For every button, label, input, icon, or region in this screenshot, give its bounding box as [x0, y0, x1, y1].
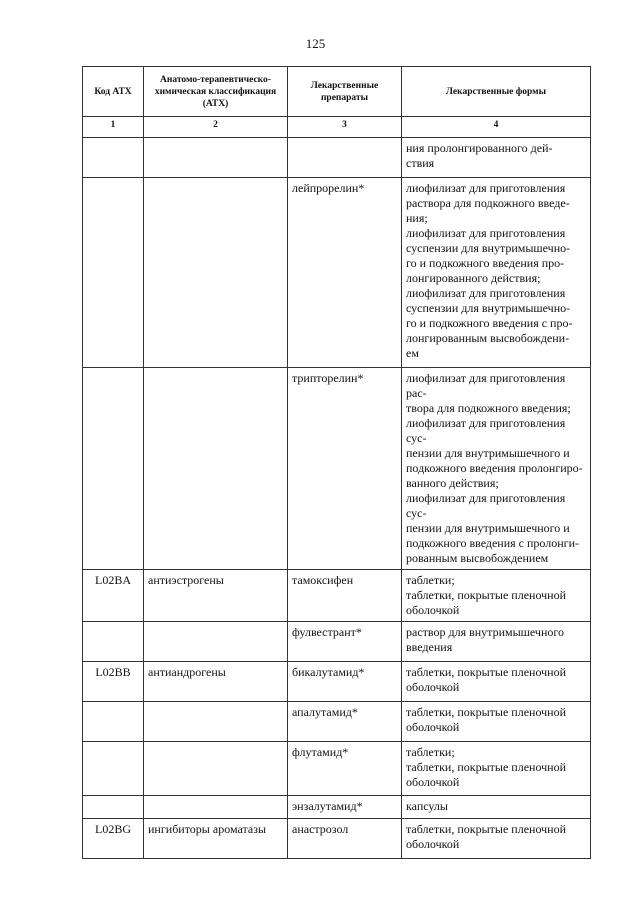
column-number: 3	[288, 117, 402, 138]
code-cell	[83, 178, 144, 368]
form-line: оболочкой	[406, 603, 460, 617]
form-line: лиофилизат для приготовления рас-	[406, 371, 566, 400]
forms-cell	[402, 662, 591, 702]
classification-cell	[144, 702, 288, 742]
drug-cell: бикалутамид*	[288, 662, 402, 702]
classification-cell: ингибиторы ароматазы	[144, 819, 288, 859]
form-line: рованным высвобождением	[406, 551, 549, 565]
code-cell	[83, 796, 144, 819]
form-line: подкожного введения пролонгиро-	[406, 461, 583, 475]
form-line: лиофилизат для приготовления	[406, 226, 566, 240]
form-line: ем	[406, 346, 419, 360]
form-line: таблетки, покрытые пленочной	[406, 760, 567, 774]
atx-table	[82, 66, 591, 859]
forms-cell	[402, 570, 591, 622]
form-line: оболочкой	[406, 680, 460, 694]
drug-cell	[288, 138, 402, 178]
code-cell	[83, 702, 144, 742]
form-line: таблетки;	[406, 745, 455, 759]
drug-cell: энзалутамид*	[288, 796, 402, 819]
forms-cell	[402, 622, 591, 662]
drug-cell: тамоксифен	[288, 570, 402, 622]
form-line: таблетки, покрытые пленочной	[406, 822, 567, 836]
code-cell: L02BB	[83, 662, 144, 702]
form-line: лиофилизат для приготовления	[406, 181, 566, 195]
drug-cell: трипторелин*	[288, 368, 402, 570]
code-cell	[83, 622, 144, 662]
code-cell: L02BA	[83, 570, 144, 622]
form-line: введения	[406, 640, 453, 654]
classification-cell: антиандрогены	[144, 662, 288, 702]
drug-cell: флутамид*	[288, 742, 402, 796]
form-line: таблетки, покрытые пленочной	[406, 665, 567, 679]
code-cell	[83, 368, 144, 570]
form-line: лиофилизат для приготовления сус-	[406, 491, 566, 520]
form-line: раствора для подкожного введе-	[406, 196, 570, 210]
form-line: подкожного введения с пролонги-	[406, 536, 580, 550]
header-drugs: Лекарственные препараты	[288, 67, 402, 117]
form-line: таблетки, покрытые пленочной	[406, 705, 567, 719]
table-body	[83, 138, 591, 859]
form-line: оболочкой	[406, 837, 460, 851]
column-number: 1	[83, 117, 144, 138]
code-cell: L02BG	[83, 819, 144, 859]
drug-cell: лейпрорелин*	[288, 178, 402, 368]
classification-cell	[144, 622, 288, 662]
form-line: ния пролонгированного дей-	[406, 141, 553, 155]
form-line: капсулы	[406, 799, 448, 813]
code-cell	[83, 742, 144, 796]
form-line: ванного действия;	[406, 476, 499, 490]
table-row	[83, 570, 591, 622]
column-number-row	[83, 117, 591, 138]
forms-cell	[402, 742, 591, 796]
classification-cell	[144, 796, 288, 819]
forms-cell	[402, 819, 591, 859]
table-row	[83, 742, 591, 796]
code-cell	[83, 138, 144, 178]
form-line: ствия	[406, 156, 435, 170]
table-row	[83, 702, 591, 742]
header-row	[83, 67, 591, 117]
table-row	[83, 622, 591, 662]
form-line: пензии для внутримышечного и	[406, 521, 570, 535]
classification-cell	[144, 138, 288, 178]
classification-cell	[144, 742, 288, 796]
classification-cell: антиэстрогены	[144, 570, 288, 622]
form-line: оболочкой	[406, 775, 460, 789]
form-line: оболочкой	[406, 720, 460, 734]
header-classification: Анатомо-терапевтическо-химическая классификация (АТХ)	[144, 67, 288, 117]
form-line: лонгированным высвобождени-	[406, 331, 570, 345]
form-line: го и подкожного введения с про-	[406, 316, 573, 330]
form-line: таблетки;	[406, 573, 455, 587]
forms-cell	[402, 796, 591, 819]
form-line: лиофилизат для приготовления сус-	[406, 416, 566, 445]
forms-cell	[402, 138, 591, 178]
header-code: Код АТХ	[83, 67, 144, 117]
form-line: таблетки, покрытые пленочной	[406, 588, 567, 602]
form-line: суспензии для внутримышечно-	[406, 301, 571, 315]
column-number: 2	[144, 117, 288, 138]
form-line: го и подкожного введения про-	[406, 256, 565, 270]
drug-cell: фулвестрант*	[288, 622, 402, 662]
forms-cell	[402, 178, 591, 368]
table-row	[83, 796, 591, 819]
form-line: раствор для внутримышечного	[406, 625, 564, 639]
classification-cell	[144, 178, 288, 368]
table-row	[83, 819, 591, 859]
page-number: 125	[305, 36, 326, 51]
table-row	[83, 368, 591, 570]
form-line: суспензии для внутримышечно-	[406, 241, 571, 255]
forms-cell	[402, 702, 591, 742]
header-forms: Лекарственные формы	[402, 67, 591, 117]
form-line: твора для подкожного введения;	[406, 401, 571, 415]
table-row	[83, 178, 591, 368]
form-line: пензии для внутримышечного и	[406, 446, 570, 460]
table-row	[83, 662, 591, 702]
form-line: лонгированного действия;	[406, 271, 541, 285]
drug-cell: апалутамид*	[288, 702, 402, 742]
drug-cell: анастрозол	[288, 819, 402, 859]
table-row	[83, 138, 591, 178]
column-number: 4	[402, 117, 591, 138]
form-line: ния;	[406, 211, 428, 225]
classification-cell	[144, 368, 288, 570]
form-line: лиофилизат для приготовления	[406, 286, 566, 300]
forms-cell	[402, 368, 591, 570]
